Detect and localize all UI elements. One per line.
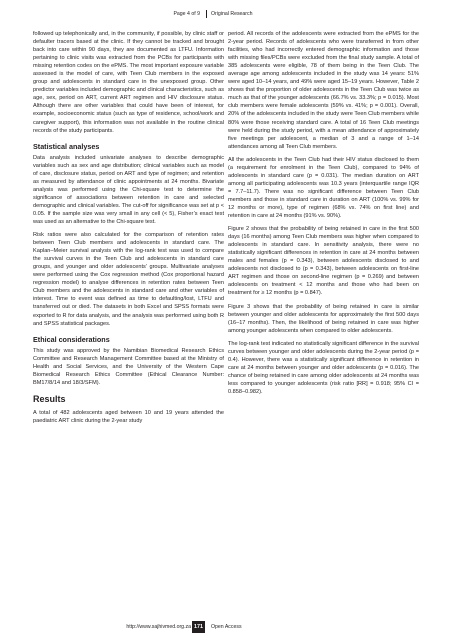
paragraph: period. All records of the adolescents were extracted from the ePMS for the 2-year period. Records of adolescents who were transferred in from other facilities, who had incorrectly entered demographic information and those with missing files/PCBs were excluded from the final study sample. A total of 385 adolescents were eligible, 78 of them being in the Teen Club. The average age among adolescents included in the study was 14 years: 51% were aged 10–14 years, and 49% were aged 15–19 years. However, Table 2 shows that the proportion of older adolescents in the Teen Club was twice as much as that of the younger adolescents (66.7% vs. 33.3%; p = 0.015). Most club members were female adolescents (59% vs. 41%; p = 0.001). Overall, 20% of the adolescents included in the study were Teen Club members while 80% were those receiving standard care. A total of 16 Teen Club meetings were held during the study period, with a mean attendance of approximately five meetings per adolescent, a median of 3 and a range of 1–14 attendances among all Teen Club members. [228,31,419,150]
paragraph: Figure 3 shows that the probability of being retained in care is similar between younger and older adolescents for approximately the first 500 days (16–17 months). Then, the likelihood of being retained in care was higher among younger adolescents when compared to older adolescents. [228,303,419,334]
page-header [0,8,453,20]
footer-page-number: 171 [192,621,205,633]
page-footer [0,621,453,633]
paragraph: A total of 482 adolescents aged between 10 and 19 years attended the paediatric ART clinic during the 2-year study [33,409,224,424]
paragraph: This study was approved by the Namibian Biomedical Research Ethics Committee and Research Management Committee based at the Ministry of Health and Social Services, and the University of the Western Cape Biomedical Research Ethics Committee (Ethical Clearance Number: BM17/8/14 and 18/3/SFM). [33,347,224,386]
paragraph: Figure 2 shows that the probability of being retained in care in the first 500 days (16 months) among Teen Club members was higher when compared to adolescents in standard care. In sensitivity analysis, there were no statistically significant differences in retention in care at 24 months between males and females (p = 0.343), between adolescents disclosed to and adolescents not disclosed to (p = 0.343), between adolescents on first-line ART regimen and those on second-line regimen (p = 0.269) and between adolescents on treatment < 12 months and those who had been on treatment for ≥ 12 months (p = 0.847). [228,226,419,297]
heading-statistical-analyses: Statistical analyses [33,141,100,151]
paragraph: followed up telephonically and, in the community, if possible, by clinic staff or defaulter tracers based at the clinic. If they cannot be tracked and brought back into care within 90 days, they are documented as LTFU. Information pertaining to clinic visits was extracted from the PCBs for participants with missing retention codes on the ePMS. The most important exposure variable assessed is the model of care, with Teen Club members in the exposed group and adolescents in standard care in the unexposed group. Other predictor variables included demographic and clinical characteristics, such as age, sex, period on ART, current ART regimen and HIV disclosure status. Although there are other variables that could have been of interest, for example, socioeconomic status (such as type of residence, school/work and caregiver support), this information was not available in the routine clinical records of the study participants. [33,31,224,134]
paragraph: Data analysis included univariate analyses to describe demographic variables such as sex and age distribution; clinical variables such as model of care, disclosure status, period on ART and type of regimen; and retention as measured by attendance of clinic appointments at 24 months. Bivariate analysis was performed using the Chi-square test to determine the significance of associations between retention in care and selected demographic and clinical variables. The cut-off for significance was set at p < 0.05. If the sample size was very small in any cell (< 5), Fisher’s exact test was used as an alternative to the Chi-square test. [33,154,224,225]
paragraph: All the adolescents in the Teen Club had their HIV status disclosed to them (a requirement for enrolment in the Teen Club), compared to 94% of adolescents in standard care (p = 0.031). The median duration on ART among all participating adolescents was 10.3 years (interquartile range IQR = 7.7–11.7). There was no significant difference between Teen Club members and those in standard care in duration on ART (100% vs. 99% for 12 months or more), type of regimen (68% vs. 74% on first line) and retention in care at 24 months (91% vs. 90%). [228,156,419,220]
section-label: Original Research [211,11,253,17]
paragraph: The log-rank test indicated no statistically significant difference in the survival curves between younger and older adolescents during the 2-year period (p = 0.4). However, there was a statistically significant difference in retention in care at 24 months between younger and older adolescents (p = 0.016). The chance of being retained in care among older adolescents at 24 months was less compared to younger adolescents (risk ratio [RR] = 0.918; 95% CI = 0.858–0.982). [228,340,419,395]
header-divider [206,10,207,18]
left-column [33,30,224,430]
open-access-label: Open Access [211,624,242,630]
heading-results: Results [33,393,66,404]
paragraph: Risk ratios were also calculated for the comparison of retention rates between Teen Club members and adolescents in standard care. The Kaplan–Meier survival analysis with the log-rank test was used to compare the survival curves in the Teen Club and adolescents in standard care groups, and younger and older adolescents’ groups. Multivariate analyses were performed using the Cox regression method (Cox proportional hazard regression model) to analyse differences in retention rates between Teen Club members and the adolescents in standard care and other variables of interest. Time to event was defined as time to defaulting/lost, LTFU and transferred out or died. The datasets in both Excel and SPSS formats were exported to R for data analysis, and the analysis was performed using both R and SPSS statistical packages. [33,232,224,327]
right-column [228,30,419,401]
page-number: Page 4 of 9 [173,11,200,17]
heading-ethical-considerations: Ethical considerations [33,334,110,344]
journal-url-link[interactable]: http://www.sajhivmed.org.za [126,624,191,630]
